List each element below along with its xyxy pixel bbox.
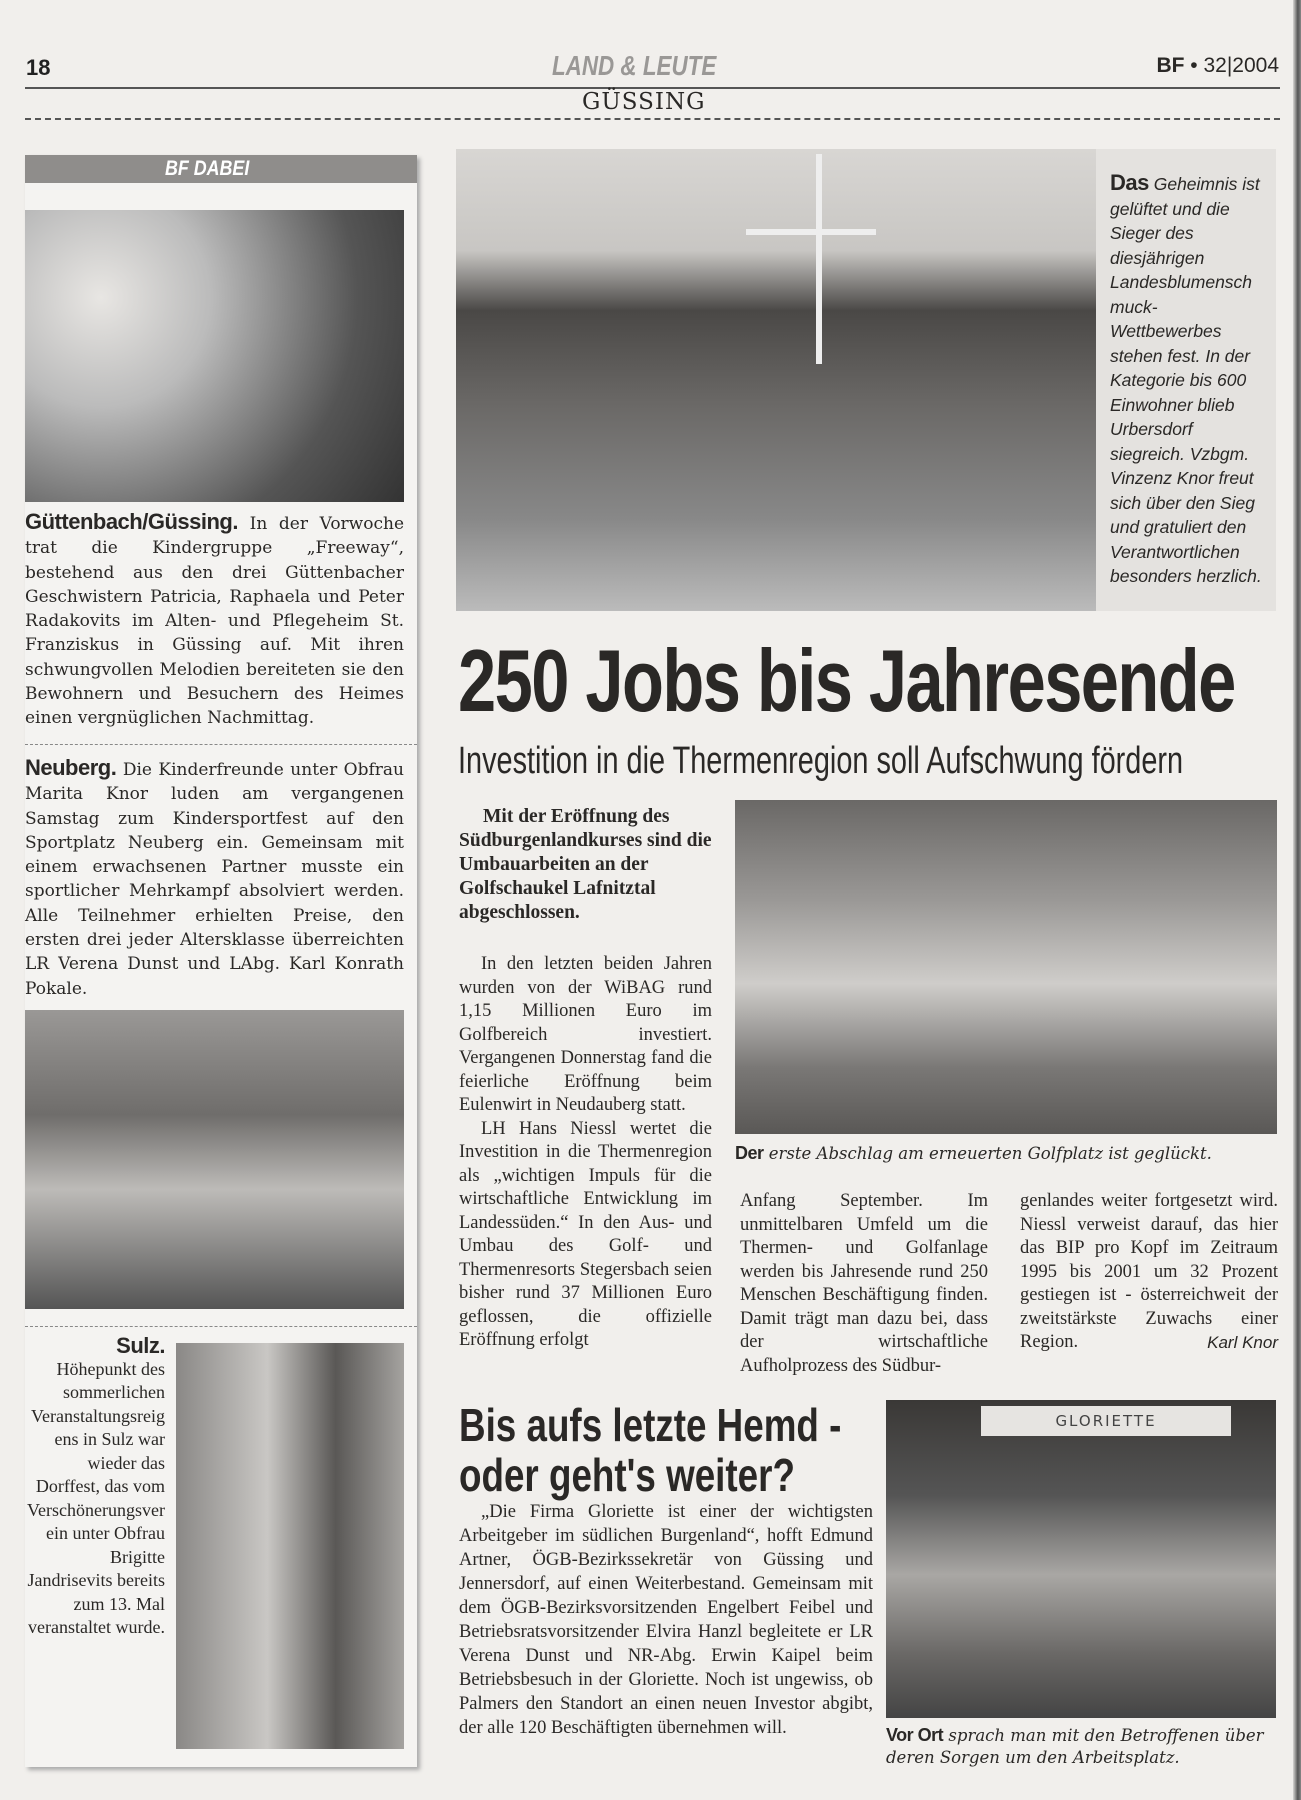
place-label: Güttenbach/Güssing. [25, 509, 238, 534]
page-number: 18 [26, 55, 51, 80]
item-text: Höhepunkt des sommerlichen Veranstaltungsreigens in Sulz war wieder das Dorffest, das vom Verschönerungsverein unter Obfrau Brigitte Jandrisevits bereits zum 13. Mal veranstaltet wurde. [27, 1358, 165, 1637]
feature-caption-box [1096, 149, 1276, 611]
divider [25, 744, 417, 745]
gloriette-sign: GLORIETTE [981, 1406, 1231, 1436]
brand-label: BF [1156, 54, 1185, 77]
golf-photo-caption [735, 1143, 1212, 1164]
main-subheadline: Investition in die Thermenregion soll Aufschwung fördern [458, 740, 1184, 782]
photo-freeway-band [25, 210, 404, 502]
gloriette-photo-caption [886, 1724, 1276, 1769]
place-label: Neuberg. [25, 755, 117, 780]
feature-caption: Geheimnis ist gelüftet und die Sieger des diesjährigen Landesblumenschmuck-Wettbewerbes stehen fest. In der Kategorie bis 600 Einwohner blieb Urbersdorf siegreich. Vzbgm. Vinzenz Knor freut sich über den Sieg und gratuliert den Verantwortlichen besonders herzlich. [1110, 174, 1262, 586]
main-column-2 [740, 1190, 988, 1378]
main-column-1 [459, 953, 712, 1353]
author: Karl Knor [1207, 1333, 1278, 1352]
caption-lead: Vor Ort [886, 1725, 944, 1745]
paragraph: LH Hans Niessl wertet die Investition in die Thermenregion als „wichtigen Impuls für die wirtschaftliche Entwicklung im Landessüden.“ In den Aus- und Umbau des Golf- und Thermenresorts Stegersbach seien bisher rund 37 Millionen Euro geflossen, die offizielle Eröffnung erfolgt [459, 1118, 712, 1350]
second-body: „Die Firma Gloriette ist einer der wichtigsten Arbeitgeber im südlichen Burgenland“, hofft Edmund Artner, ÖGB-Bezirkssekretär von Güssing und Jennersdorf, auf einen Weiterbestand. Gemeinsam mit dem ÖGB-Bezirksvorsitzenden Engelbert Feibel und Betriebsratsvorsitzender Elvira Hanzl begleitete er LR Verena Dunst und NR-Abg. Erwin Kaipel beim Betriebsbesuch in der Gloriette. Noch ist ungewiss, ob Palmers den Standort an einen neuen Investor abgibt, der alle 120 Beschäftigten übernehmen will. [459, 1502, 873, 1738]
divider [25, 1326, 417, 1327]
photo-kindersportfest [25, 1010, 404, 1309]
sidebar-title-bar [25, 155, 417, 183]
caption-text: sprach man mit den Betroffenen über deren Sorgen um den Arbeitsplatz. [886, 1726, 1264, 1767]
section-title: LAND & LEUTE [552, 50, 717, 81]
region-title: GÜSSING [582, 89, 706, 115]
caption-lead: Das [1110, 170, 1149, 195]
paragraph: Anfang September. Im unmittelbaren Umfeld um die Thermen- und Golfanlage werden bis Jahresende rund 250 Menschen Beschäftigung finden. Damit trägt man dazu bei, dass der wirtschaftliche Aufholprozess des Südbur- [740, 1191, 988, 1376]
page-fold-shadow [1293, 0, 1301, 1800]
header-divider [25, 118, 1280, 120]
photo-flower-cross [456, 149, 1096, 611]
photo-golf-opening [735, 800, 1277, 1134]
headline-line: oder geht's weiter? [459, 1449, 795, 1501]
place-label: Sulz. [116, 1333, 165, 1358]
sidebar-item-guettenbach [25, 510, 404, 731]
item-text: Die Kinderfreunde unter Obfrau Marita Knor luden am vergangenen Samstag zum Kindersportfest auf den Sportplatz Neuberg ein. Gemeinsam mit einem erwachsenen Partner musste ein sportlicher Mehrkampf absolviert werden. Alle Teilnehmer erhielten Preise, den ersten drei jeder Altersklasse überreichten LR Verena Dunst und LAbg. Karl Konrath Pokale. [25, 760, 404, 999]
issue-label: BF • 32|2004 [1156, 54, 1279, 77]
paragraph: In den letzten beiden Jahren wurden von der WiBAG rund 1,15 Millionen Euro im Golfbereich investiert. Vergangenen Donnerstag fand die feierliche Eröffnung beim Eulenwirt in Neudauberg statt. [459, 954, 712, 1115]
main-column-3 [1020, 1190, 1278, 1355]
photo-gloriette-visit [886, 1400, 1276, 1718]
item-text: In der Vorwoche trat die Kindergruppe „Freeway“, bestehend aus den drei Güttenbacher Geschwistern Patricia, Raphaela und Peter Radakovits im Alten- und Pflegeheim St. Franziskus in Güssing auf. Mit ihren schwungvollen Melodien bereiteten sie den Bewohnern und Besuchern des Heimes einen vergnüglichen Nachmittag. [25, 514, 405, 729]
headline-line: Bis aufs letzte Hemd - [459, 1399, 842, 1451]
sidebar-item-sulz [25, 1334, 165, 1640]
sidebar-title: BF DABEI [165, 157, 250, 180]
issue-number: 32|2004 [1203, 54, 1279, 77]
main-headline: 250 Jobs bis Jahresende [458, 631, 1235, 730]
photo-dorffest-sulz [176, 1343, 404, 1749]
main-lead: Mit der Eröffnung des Südburgenlandkurses sind die Umbauarbeiten an der Golfschaukel Lafnitztal abgeschlossen. [459, 806, 712, 923]
caption-lead: Der [735, 1143, 764, 1163]
paragraph: genlandes weiter fortgesetzt wird. Niessl verweist darauf, das hier das BIP pro Kopf im Zeitraum 1995 bis 2001 um 32 Prozent gestiegen ist - österreichweit der zweitstärkste Zuwachs einer Region. [1020, 1191, 1278, 1352]
caption-text: erste Abschlag am erneuerten Golfplatz ist geglückt. [768, 1144, 1212, 1163]
second-headline [459, 1400, 841, 1500]
sidebar-item-neuberg [25, 756, 404, 1001]
paragraph-with-author [1020, 1190, 1278, 1355]
